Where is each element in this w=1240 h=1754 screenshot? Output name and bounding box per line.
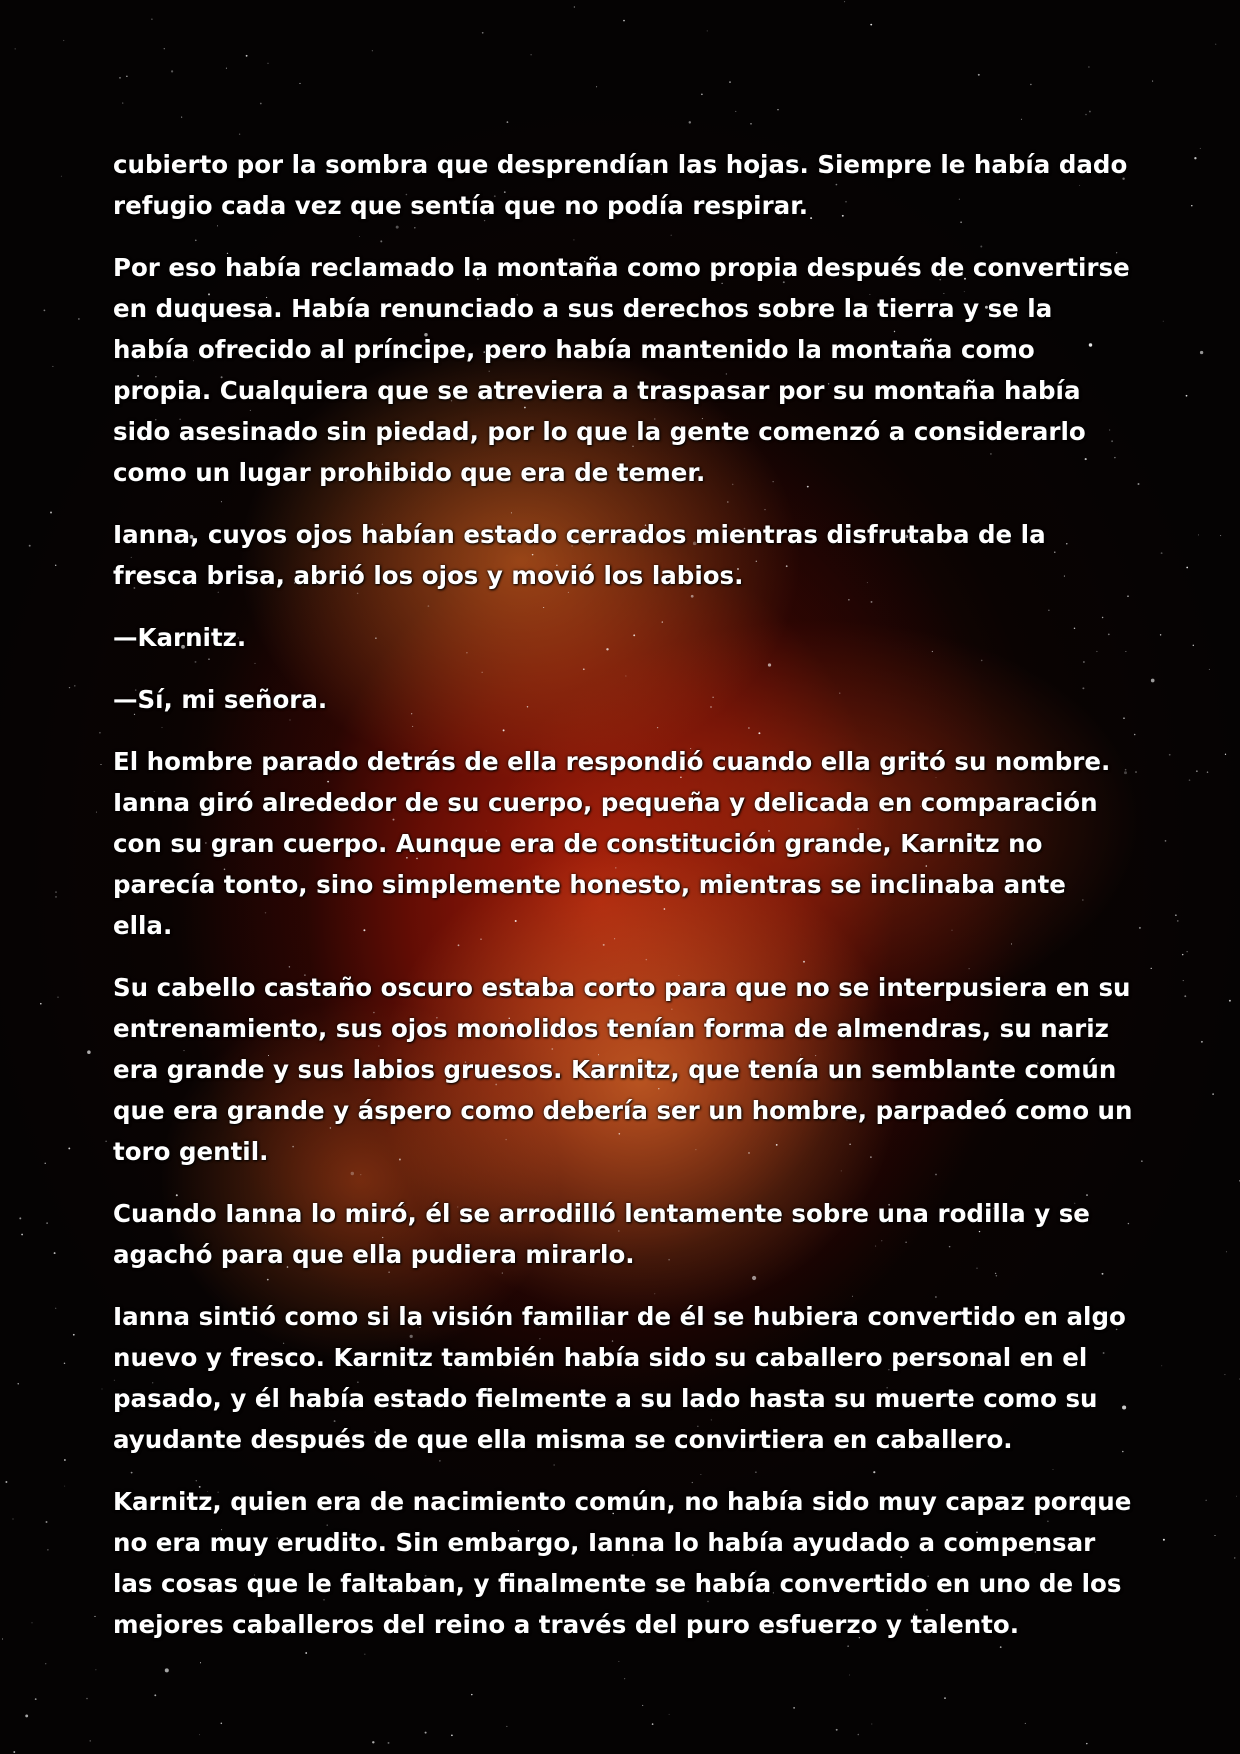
star: [1086, 1743, 1087, 1744]
star: [507, 121, 509, 123]
star: [623, 20, 625, 22]
star: [1226, 1251, 1227, 1252]
star: [1225, 754, 1226, 755]
star: [1160, 634, 1161, 635]
star: [1214, 1535, 1215, 1536]
paragraph: Por eso había reclamado la montaña como propia después de convertirse en duquesa. Había renunciado a sus derechos sobre la tierra y se la había ofrecido al príncipe, pero había mantenido la montaña como propia. Cualquiera que se atreviera a traspasar por su montaña había sido asesinado sin piedad, por lo que la gente comenzó a considerarlo como un lugar prohibido que era de temer.: [113, 253, 1130, 487]
star: [471, 1694, 472, 1695]
star: [96, 812, 97, 813]
dialogue-line: —Karnitz.: [113, 623, 247, 652]
star: [181, 117, 182, 118]
star: [267, 63, 268, 64]
star: [164, 48, 165, 49]
star: [870, 24, 872, 26]
star: [1234, 1557, 1235, 1558]
star: [750, 123, 752, 125]
star: [25, 1714, 28, 1717]
star: [69, 687, 70, 688]
star: [624, 1678, 625, 1679]
star: [154, 1694, 156, 1696]
star: [46, 1222, 48, 1224]
star: [735, 111, 736, 112]
star: [858, 1734, 860, 1736]
star: [46, 1521, 48, 1523]
star: [944, 1697, 946, 1699]
star: [15, 48, 16, 49]
paragraph: Cuando Ianna lo miró, él se arrodilló lentamente sobre una rodilla y se agachó para que ella pudiera mirarlo.: [113, 1199, 1090, 1269]
star: [836, 1729, 838, 1731]
star: [1165, 840, 1167, 842]
star: [530, 54, 531, 55]
star: [12, 1518, 13, 1519]
star: [1191, 205, 1192, 206]
star: [1089, 111, 1091, 113]
star: [707, 30, 708, 31]
star: [1209, 669, 1210, 670]
star: [52, 366, 53, 367]
star: [1189, 779, 1191, 781]
star: [642, 1705, 643, 1706]
star: [45, 1163, 46, 1164]
star: [1201, 1041, 1203, 1043]
star: [68, 1147, 70, 1149]
star: [99, 732, 101, 734]
star: [1141, 1160, 1142, 1161]
document-body: [113, 144, 1133, 1666]
star: [1212, 1093, 1214, 1095]
paragraph: Ianna, cuyos ojos habían estado cerrados mientras disfrutaba de la fresca brisa, abrió los ojos y movió los labios.: [113, 520, 1046, 590]
star: [1163, 1539, 1165, 1541]
star: [55, 896, 57, 898]
star: [1229, 1000, 1231, 1002]
star: [44, 310, 46, 312]
star: [1169, 754, 1171, 756]
paragraph: El hombre parado detrás de ella respondió cuando ella gritó su nombre. Ianna giró alrededor de su cuerpo, pequeña y delicada en comparación con su gran cuerpo. Aunque era de constitución grande, Karnitz no parecía tonto, sino simplemente honesto, mientras se inclinaba ante ella.: [113, 747, 1111, 940]
star: [689, 121, 691, 123]
star: [239, 134, 240, 135]
star: [1193, 645, 1194, 646]
star: [119, 77, 120, 78]
star: [1139, 927, 1141, 929]
star: [165, 1668, 169, 1672]
star: [1161, 1365, 1162, 1366]
star: [35, 1698, 37, 1700]
star: [221, 1723, 223, 1725]
star: [101, 764, 102, 765]
star: [18, 1383, 19, 1384]
star: [21, 1234, 23, 1236]
star: [1194, 157, 1196, 159]
star: [1182, 954, 1183, 955]
star: [19, 1217, 21, 1219]
star: [61, 176, 62, 177]
star: [47, 1549, 48, 1550]
star: [13, 1751, 15, 1753]
star: [777, 109, 778, 110]
star: [55, 892, 56, 893]
star: [73, 1334, 75, 1336]
star: [729, 81, 730, 82]
star: [260, 103, 262, 105]
star: [1030, 84, 1031, 85]
star: [1151, 679, 1155, 683]
star: [1196, 770, 1197, 771]
star: [64, 1363, 65, 1364]
star: [1085, 114, 1087, 116]
star: [171, 70, 173, 72]
star: [1088, 66, 1090, 68]
star: [1220, 535, 1221, 536]
star: [1175, 914, 1177, 916]
star: [55, 565, 56, 566]
star: [2, 1639, 3, 1640]
star: [1186, 395, 1188, 397]
star: [372, 1741, 374, 1743]
star: [1198, 534, 1199, 535]
star: [849, 1675, 850, 1676]
star: [482, 32, 484, 34]
star: [105, 1141, 106, 1142]
star: [1021, 119, 1022, 120]
star: [1135, 771, 1137, 773]
star: [388, 1742, 390, 1744]
star: [40, 1003, 42, 1005]
star: [95, 1669, 96, 1670]
star: [652, 1723, 654, 1725]
star: [1163, 321, 1164, 322]
star: [1206, 1500, 1207, 1501]
star: [5, 1481, 7, 1483]
star: [1207, 771, 1208, 772]
star: [1161, 552, 1163, 554]
star: [122, 102, 123, 103]
star: [1200, 148, 1201, 149]
star: [574, 6, 575, 7]
star: [226, 68, 227, 69]
star: [78, 318, 79, 319]
star: [64, 1486, 65, 1487]
star: [596, 86, 597, 87]
star: [372, 50, 373, 51]
star: [50, 512, 52, 514]
star: [63, 40, 64, 41]
star: [1186, 567, 1188, 569]
star: [90, 1740, 91, 1741]
paragraph: Su cabello castaño oscuro estaba corto para que no se interpusiera en su entrenamiento, sus ojos monolidos tenían forma de almendras, su nariz era grande y sus labios gruesos. Karnitz, que tenía un semblante común que era grande y áspero como debería ser un hombre, parpadeó como un toro gentil.: [113, 973, 1133, 1166]
star: [64, 1459, 66, 1461]
star: [151, 18, 153, 20]
star: [1184, 995, 1186, 997]
star: [701, 94, 703, 96]
paragraph: cubierto por la sombra que desprendían las hojas. Siempre le había dado refugio cada vez que sentía que no podía respirar.: [113, 150, 1128, 220]
star: [1025, 1723, 1026, 1724]
star: [1183, 980, 1184, 981]
star: [1215, 44, 1216, 45]
star: [1177, 920, 1179, 922]
star: [32, 1622, 33, 1623]
star: [506, 1726, 507, 1727]
star: [1224, 1374, 1225, 1375]
star: [299, 83, 300, 84]
star: [1134, 734, 1136, 736]
star: [978, 74, 980, 76]
star: [1236, 1496, 1237, 1497]
dialogue-line: —Sí, mi señora.: [113, 685, 328, 714]
star: [86, 1698, 88, 1700]
star: [94, 1616, 95, 1617]
star: [669, 1714, 670, 1715]
star: [1151, 968, 1152, 969]
star: [74, 685, 75, 686]
star: [54, 1252, 56, 1254]
star: [246, 55, 248, 57]
star: [199, 1734, 200, 1735]
star: [29, 545, 31, 547]
star: [1152, 81, 1153, 82]
star: [55, 1308, 56, 1309]
star: [126, 76, 127, 77]
star: [45, 1663, 46, 1664]
paragraph: Ianna sintió como si la visión familiar de él se hubiera convertido en algo nuevo y fresco. Karnitz también había sido su caballero personal en el pasado, y él había estado fielmente a su lado hasta su muerte como su ayudante después de que ella misma se convirtiera en caballero.: [113, 1302, 1126, 1454]
star: [1200, 351, 1203, 354]
star: [1187, 951, 1188, 952]
star: [102, 1389, 103, 1390]
star: [871, 1723, 872, 1724]
star: [451, 1734, 453, 1736]
paragraph: Karnitz, quien era de nacimiento común, no había sido muy capaz porque no era muy erudito. Sin embargo, Ianna lo había ayudado a compensar las cosas que le faltaban, y finalmente se había convertido en uno de los mejores caballeros del reino a través del puro esfuerzo y talento.: [113, 1487, 1132, 1639]
star: [844, 1, 845, 2]
star: [57, 996, 58, 997]
star: [425, 1732, 427, 1734]
star: [1138, 483, 1140, 485]
star: [87, 1050, 91, 1054]
star: [793, 1707, 795, 1709]
